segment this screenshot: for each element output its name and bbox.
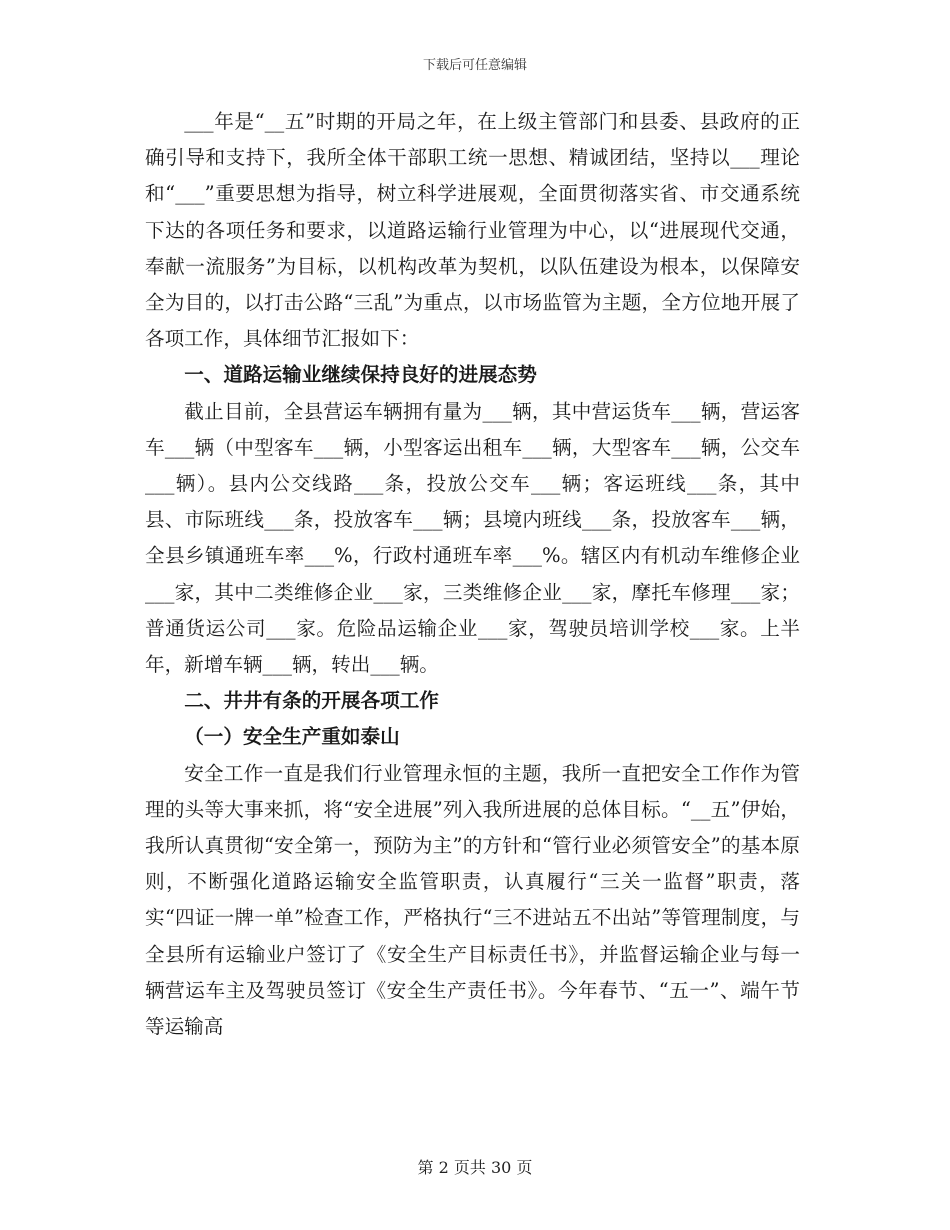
intro-paragraph: ___年是“__五”时期的开局之年，在上级主管部门和县委、县政府的正确引导和支持下，我所全体干部职工统一思想、精诚团结，坚持以___理论和“___”重要思想为指导，树立科学进展观，全面贯彻落实省、市交通系统下达的各项任务和要求，以道路运输行业管理为中心，以“进展现代交通，奉献一流服务”为目标，以机构改革为契机，以队伍建设为根本，以保障安全为目的，以打击公路“三乱”为重点，以市场监管为主题，全方位地开展了各项工作，具体细节汇报如下： <box>145 110 800 351</box>
statistics-paragraph: 截止目前，全县营运车辆拥有量为___辆，其中营运货车___辆，营运客车___辆（中型客车___辆，小型客运出租车___辆，大型客车___辆，公交车___辆）。县内公交线路___条，投放公交车___辆；客运班线___条，其中县、市际班线___条，投放客车___辆；县境内班线___条，投放客车___辆，全县乡镇通班车率___%，行政村通班车率___%。辖区内有机动车维修企业___家，其中二类维修企业___家，三类维修企业___家，摩托车修理___家；普通货运公司___家。危险品运输企业___家，驾驶员培训学校___家。上半年，新增车辆___辆，转出___辆。 <box>145 399 800 677</box>
section-heading-2: 二、井井有条的开展各项工作 <box>184 689 439 713</box>
safety-paragraph: 安全工作一直是我们行业管理永恒的主题，我所一直把安全工作作为管理的头等大事来抓，将“安全进展”列入我所进展的总体目标。“__五”伊始，我所认真贯彻“安全第一，预防为主”的方针和“管行业必须管安全”的基本原则，不断强化道路运输安全监管职责，认真履行“三关一监督”职责，落实“四证一牌一单”检查工作，严格执行“三不进站五不出站”等管理制度，与全县所有运输业户签订了《安全生产目标责任书》，并监督运输企业与每一辆营运车主及驾驶员签订《安全生产责任书》。今年春节、“五一”、端午节等运输高 <box>145 761 800 1039</box>
page-header: 下载后可任意编辑 <box>422 58 527 73</box>
page-footer: 第 2 页共 30 页 <box>417 1158 533 1177</box>
document-body <box>145 104 800 1045</box>
section-heading-1: 一、道路运输业继续保持良好的进展态势 <box>184 363 537 387</box>
subsection-heading-1: （一）安全生产重如泰山 <box>184 725 400 749</box>
